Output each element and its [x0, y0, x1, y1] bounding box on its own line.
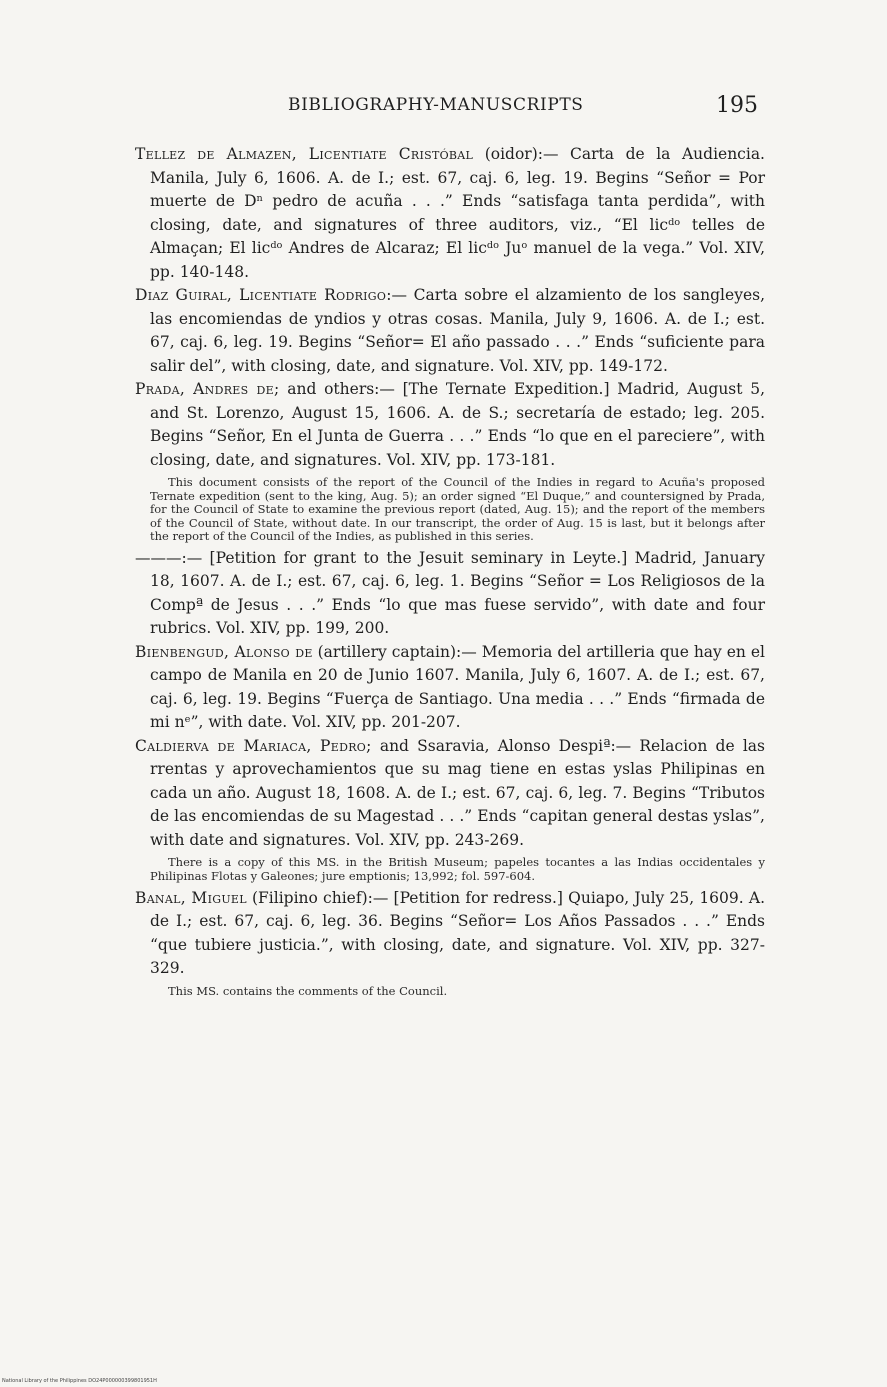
bibliography-entry [135, 378, 765, 472]
page-number: 195 [716, 93, 758, 118]
entry-text: (oidor):— Carta de la Audiencia. Manila, July 6, 1606. A. de I.; est. 67, caj. 6, leg. 19. Begins “Señor = Por muerte de Dⁿ pedro de acuña . . .” Ends “satisfaga tanta perdida”, with closing, date, and signatures of three auditors, viz., “El licᵈᵒ telles de Almaçan; El licᵈᵒ Andres de Alcaraz; El licᵈᵒ Juᵒ manuel de la vega.” Vol. XIV, pp. 140-148. [150, 145, 765, 281]
entry-text: and Ssaravia, Alonso Despiª:— Relacion de las rrentas y aprovechamientos que su mag tiene en estas yslas Philipinas en cada un año. August 18, 1608. A. de I.; est. 67, caj. 6, leg. 7. Begins “Tributos de las encomiendas de su Magestad . . .” Ends “capitan general destas yslas”, with date and signatures. Vol. XIV, pp. 243-269. [150, 736, 765, 849]
page-header [0, 95, 887, 125]
bibliography-entry [135, 735, 765, 853]
entry-author-ditto: ——— [135, 548, 182, 567]
entry-text: :— Carta sobre el alzamiento de los sangleyes, las encomiendas de yndios y otras cosas. Manila, July 9, 1606. A. de I.; est. 67, caj. 6, leg. 19. Begins “Señor= El año passado . . .” Ends “suficiente para salir del”, with closing, date, and signature. Vol. XIV, pp. 149-172. [150, 286, 766, 375]
entry-text: :— [Petition for grant to the Jesuit seminary in Leyte.] Madrid, January 18, 1607. A. de I.; est. 67, caj. 6, leg. 1. Begins “Señor = Los Religiosos de la Compª de Jesus . . .” Ends “lo que mas fuese servido”, with date and four rubrics. Vol. XIV, pp. 199, 200. [150, 548, 765, 638]
bibliography-entry [135, 887, 765, 981]
entry-author: Banal, Miguel [135, 888, 247, 907]
entry-author: Tellez de Almazen, Licentiate Cristóbal [135, 145, 474, 163]
entry-note: This MS. contains the comments of the Council. [168, 983, 448, 998]
entry-note: This document consists of the report of the Council of the Indies in regard to Acuña's proposed Ternate expedition (sent to the king, Aug. 5); an order signed “El Duque,” and countersigned by Prada, for the Council of State to examine the previous report (dated, Aug. 15); and the report of the members of the Council of State, without date. In our transcript, the order of Aug. 15 is last, but it belongs after the report of the Council of the Indies, as published in this series. [150, 475, 765, 544]
entry-author: Diaz Guiral, Licentiate Rodrigo [135, 286, 387, 304]
scan-footer: National Library of the Philippines DO24P000000399801951H [2, 1378, 157, 1384]
bibliography-entry [135, 284, 765, 378]
bibliography-body [135, 143, 765, 1001]
entry-author: Bienbengud, Alonso de [135, 642, 313, 661]
bibliography-entry [135, 641, 765, 735]
entry-author: Prada, Andres de; [135, 380, 280, 398]
entry-note: There is a copy of this MS. in the British Museum; papeles tocantes a las Indias occidentales y Philipinas Flotas y Galeones; jure emptionis; 13,992; fol. 597-604. [150, 855, 765, 884]
entry-text: (artillery captain):— Memoria del artilleria que hay en el campo de Manila en 20 de Junio 1607. Manila, July 6, 1607. A. de I.; est. 67, caj. 6, leg. 19. Begins “Fuerça de Santiago. Una media . . .” Ends “firmada de mi nᵉ”, with date. Vol. XIV, pp. 201-207. [150, 642, 765, 732]
entry-text: (Filipino chief):— [Petition for redress.] Quiapo, July 25, 1609. A. de I.; est. 67, caj. 6, leg. 36. Begins “Señor= Los Años Passados . . .” Ends “que tubiere justicia.”, with closing, date, and signature. Vol. XIV, pp. 327-329. [150, 888, 765, 978]
entry-text: and others:— [The Ternate Expedition.] Madrid, August 5, and St. Lorenzo, August 15, 1606. A. de S.; secretaría de estado; leg. 205. Begins “Señor, En el Junta de Guerra . . .” Ends “lo que en el pareciere”, with closing, date, and signatures. Vol. XIV, pp. 173-181. [150, 380, 766, 469]
running-head: BIBLIOGRAPHY-MANUSCRIPTS [288, 95, 584, 115]
bibliography-entry [135, 547, 765, 641]
entry-author: Caldierva de Mariaca, Pedro; [135, 736, 372, 755]
bibliography-entry [135, 143, 765, 284]
